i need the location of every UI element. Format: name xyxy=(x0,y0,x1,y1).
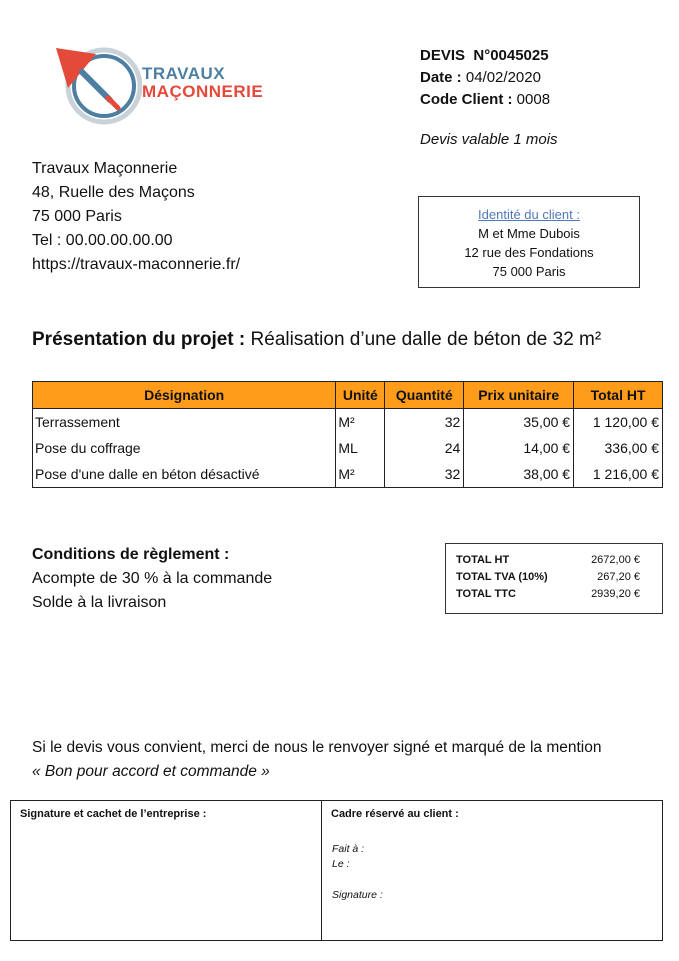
total-ht-row xyxy=(456,552,640,569)
client-city: 75 000 Paris xyxy=(492,264,566,279)
cell-total-ht: 336,00 € xyxy=(574,435,663,461)
logo-text-maconnerie: MAÇONNERIE xyxy=(142,82,264,101)
cell-unite: ML xyxy=(336,435,385,461)
company-signature-title: Signature et cachet de l’entreprise : xyxy=(20,808,207,820)
col-prix-unitaire: Prix unitaire xyxy=(464,382,574,409)
total-tva-label: TOTAL TVA (10%) xyxy=(456,571,548,583)
project-presentation xyxy=(32,329,601,351)
cell-quantite: 32 xyxy=(385,409,464,436)
signature-block xyxy=(10,800,663,941)
payment-conditions xyxy=(32,543,272,615)
conditions-line-solde: Solde à la livraison xyxy=(32,594,167,611)
conditions-line-acompte: Acompte de 30 % à la commande xyxy=(32,570,273,587)
client-code-line xyxy=(420,89,550,111)
cell-prix-unitaire: 38,00 € xyxy=(464,461,574,488)
cell-quantite: 24 xyxy=(385,435,464,461)
company-logo xyxy=(52,44,282,128)
devis-number: N°0045025 xyxy=(473,47,549,64)
project-label: Présentation du projet : xyxy=(32,329,246,350)
company-city: 75 000 Paris xyxy=(32,208,122,225)
client-street: 12 rue des Fondations xyxy=(464,245,594,260)
cell-unite: M² xyxy=(336,409,385,436)
project-description: Réalisation d’une dalle de béton de 32 m² xyxy=(250,329,602,350)
cell-designation: Terrassement xyxy=(33,409,336,436)
cell-unite: M² xyxy=(336,461,385,488)
acceptance-text xyxy=(32,736,602,784)
table-row xyxy=(33,461,663,488)
table-header-row xyxy=(33,382,663,409)
trowel-logo-icon xyxy=(52,44,142,128)
company-signature-area[interactable] xyxy=(11,801,322,940)
acceptance-line: Si le devis vous convient, merci de nous le renvoyer signé et marqué de la mention xyxy=(32,739,602,756)
devis-validity: Devis valable 1 mois xyxy=(420,131,558,148)
company-street: 48, Ruelle des Maçons xyxy=(32,184,195,201)
devis-date-line xyxy=(420,67,550,89)
company-website: https://travaux-maconnerie.fr/ xyxy=(32,256,241,273)
cell-quantite: 32 xyxy=(385,461,464,488)
conditions-title: Conditions de règlement : xyxy=(32,546,230,563)
devis-date: 04/02/2020 xyxy=(465,69,541,86)
table-row xyxy=(33,409,663,436)
total-ht-value: 2672,00 € xyxy=(591,554,640,566)
client-identity-box xyxy=(418,196,640,288)
total-tva-row xyxy=(456,569,640,586)
cell-total-ht: 1 120,00 € xyxy=(574,409,663,436)
client-name: M et Mme Dubois xyxy=(478,226,580,241)
total-ttc-row xyxy=(456,586,640,603)
devis-title: DEVIS xyxy=(420,47,466,64)
client-box-title: Identité du client : xyxy=(478,207,580,222)
devis-header xyxy=(420,45,550,111)
client-code-label: Code Client : xyxy=(420,91,513,108)
col-unite: Unité xyxy=(336,382,385,409)
cell-designation: Pose du coffrage xyxy=(33,435,336,461)
signature-label: Signature : xyxy=(332,889,383,901)
cell-prix-unitaire: 14,00 € xyxy=(464,435,574,461)
company-address xyxy=(32,157,240,277)
logo-text-travaux: TRAVAUX xyxy=(142,64,226,83)
col-quantite: Quantité xyxy=(385,382,464,409)
cell-designation: Pose d'une dalle en béton désactivé xyxy=(33,461,336,488)
total-ttc-value: 2939,20 € xyxy=(591,588,640,600)
company-phone: Tel : 00.00.00.00.00 xyxy=(32,232,173,249)
cell-prix-unitaire: 35,00 € xyxy=(464,409,574,436)
cell-total-ht: 1 216,00 € xyxy=(574,461,663,488)
total-ht-label: TOTAL HT xyxy=(456,554,510,566)
acceptance-mention: « Bon pour accord et commande » xyxy=(32,763,270,780)
fait-a-label: Fait à : xyxy=(332,843,365,855)
client-signature-area[interactable] xyxy=(322,801,662,940)
totals-box xyxy=(445,543,663,614)
client-code: 0008 xyxy=(516,91,551,108)
table-row xyxy=(33,435,663,461)
le-label: Le : xyxy=(332,858,350,870)
devis-number-line xyxy=(420,45,550,67)
col-designation: Désignation xyxy=(33,382,336,409)
client-area-title: Cadre réservé au client : xyxy=(331,808,459,820)
total-tva-value: 267,20 € xyxy=(597,571,640,583)
col-total-ht: Total HT xyxy=(574,382,663,409)
total-ttc-label: TOTAL TTC xyxy=(456,588,516,600)
devis-date-label: Date : xyxy=(420,69,462,86)
quote-table xyxy=(32,381,663,488)
company-name: Travaux Maçonnerie xyxy=(32,160,178,177)
